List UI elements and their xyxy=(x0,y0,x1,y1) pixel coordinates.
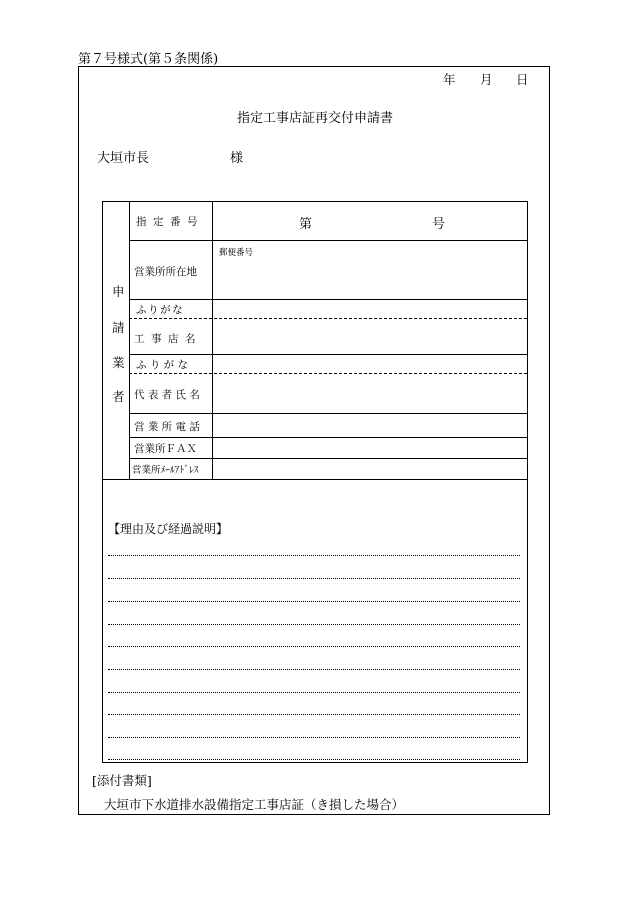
reason-line xyxy=(108,646,520,647)
form-number-label: 第７号様式(第５条関係) xyxy=(78,52,219,67)
table-divider-label xyxy=(212,201,213,480)
office-fax-label: 営業所ＦＡＸ xyxy=(134,443,197,455)
document-title: 指定工事店証再交付申請書 xyxy=(236,111,393,126)
designation-number-label: 指 定 番 号 xyxy=(136,216,200,228)
applicant-char: 請 xyxy=(112,320,125,335)
reason-line xyxy=(108,624,520,625)
attachment-item: 大垣市下水道排水設備指定工事店証（き損した場合） xyxy=(104,797,405,812)
reason-line xyxy=(108,578,520,579)
row-border xyxy=(129,458,527,459)
postal-code-label: 郵便番号 xyxy=(219,248,254,258)
office-address-label: 営業所所在地 xyxy=(134,266,197,278)
applicant-char: 業 xyxy=(112,355,125,370)
row-border-dashed xyxy=(129,318,527,319)
row-border xyxy=(129,354,527,355)
representative-label: 代 表 者 氏 名 xyxy=(134,389,200,401)
date-year-label: 年 xyxy=(443,72,456,87)
designation-number-suffix: 号 xyxy=(432,217,446,232)
row-border xyxy=(129,240,527,241)
row-border xyxy=(129,299,527,300)
reason-line xyxy=(108,601,520,602)
reason-line xyxy=(108,692,520,693)
applicant-char: 者 xyxy=(112,389,125,404)
office-email-label: 営業所ﾒｰﾙｱﾄﾞﾚｽ xyxy=(132,465,199,476)
applicant-char: 申 xyxy=(112,284,125,299)
application-table xyxy=(102,201,528,763)
store-name-label: 工 事 店 名 xyxy=(134,333,198,345)
addressee-mayor: 大垣市長 xyxy=(97,151,150,166)
table-divider-applicant xyxy=(129,201,130,480)
date-day-label: 日 xyxy=(516,72,529,87)
designation-number-prefix: 第 xyxy=(299,217,313,232)
furigana-label: ふりがな xyxy=(136,304,185,316)
reason-line xyxy=(108,759,520,760)
reason-line xyxy=(108,714,520,715)
attachments-heading: [添付書類] xyxy=(92,773,152,788)
reason-section-border xyxy=(102,479,528,480)
reason-line xyxy=(108,669,520,670)
furigana-label-2: ふ り が な xyxy=(136,359,189,371)
reason-heading: 【理由及び経過説明】 xyxy=(108,522,229,536)
addressee-honorific: 様 xyxy=(230,151,244,166)
row-border xyxy=(129,437,527,438)
row-border-dashed xyxy=(129,373,527,374)
reason-line xyxy=(108,555,520,556)
date-month-label: 月 xyxy=(480,72,493,87)
office-phone-label: 営 業 所 電 話 xyxy=(134,421,200,433)
reason-line xyxy=(108,737,520,738)
row-border xyxy=(129,413,527,414)
